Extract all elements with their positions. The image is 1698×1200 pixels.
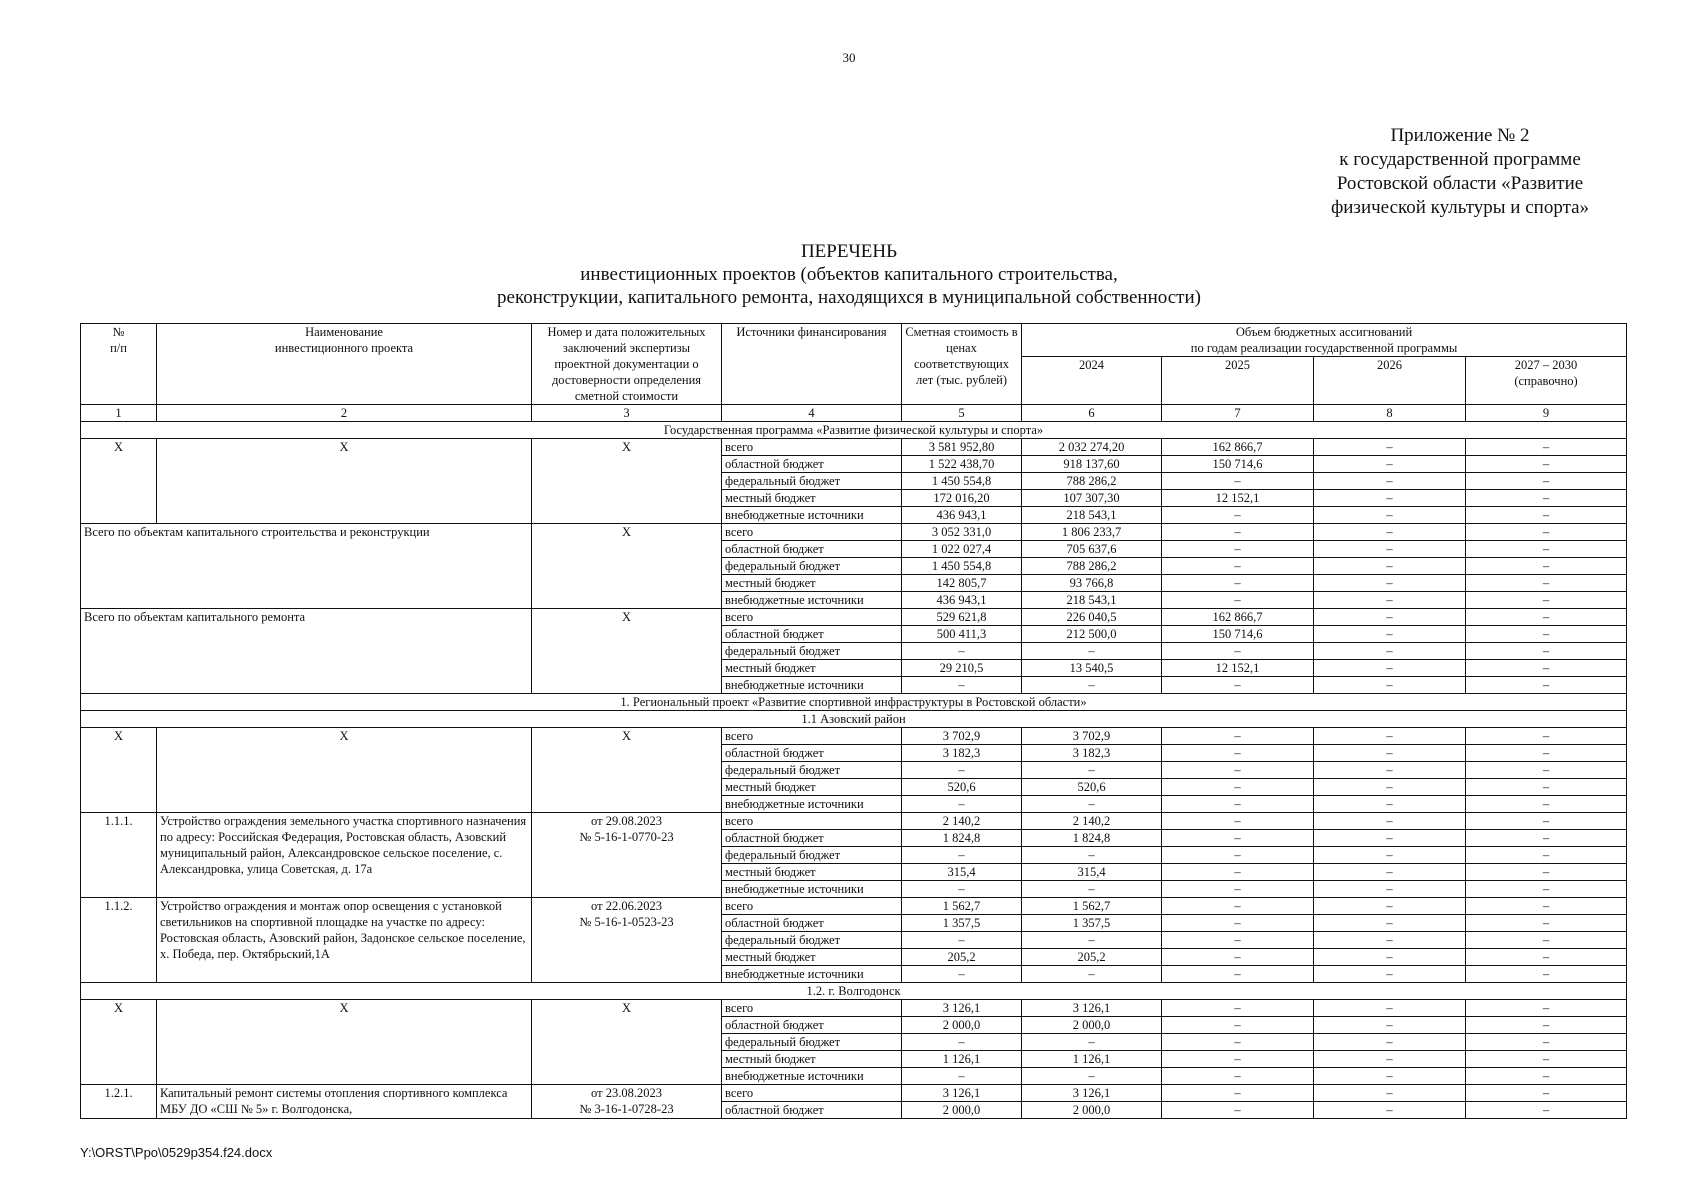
value-2027-2030: – [1466,609,1627,626]
value-2026: – [1314,779,1466,796]
estimated-cost: – [902,677,1022,694]
funding-source: внебюджетные источники [722,796,902,813]
funding-source: федеральный бюджет [722,932,902,949]
value-2026: – [1314,915,1466,932]
value-2026: – [1314,456,1466,473]
value-2027-2030: – [1466,949,1627,966]
expertise-conclusion: от 22.06.2023 № 5-16-1-0523-23 [532,898,722,983]
value-2026: – [1314,966,1466,983]
funding-source: всего [722,1000,902,1017]
funding-source: всего [722,439,902,456]
value-2025: 150 714,6 [1162,626,1314,643]
value-2024: 2 140,2 [1022,813,1162,830]
value-2024: 1 824,8 [1022,830,1162,847]
section-title-azov: 1.1 Азовский район [81,711,1627,728]
funding-source: внебюджетные источники [722,677,902,694]
estimated-cost: 172 016,20 [902,490,1022,507]
value-2026: – [1314,1051,1466,1068]
estimated-cost: – [902,643,1022,660]
project-name: X [157,728,532,813]
value-2025: – [1162,575,1314,592]
value-2025: – [1162,1102,1314,1119]
value-2026: – [1314,592,1466,609]
project-name: Всего по объектам капитального ремонта [81,609,532,694]
value-2025: 12 152,1 [1162,490,1314,507]
section-row [81,711,1627,728]
value-2025: – [1162,813,1314,830]
estimated-cost: – [902,847,1022,864]
value-2027-2030: – [1466,830,1627,847]
value-2026: – [1314,1102,1466,1119]
funding-source: областной бюджет [722,1102,902,1119]
funding-source: местный бюджет [722,660,902,677]
project-name: X [157,1000,532,1085]
value-2027-2030: – [1466,1102,1627,1119]
value-2025: – [1162,473,1314,490]
estimated-cost: 1 357,5 [902,915,1022,932]
estimated-cost: 205,2 [902,949,1022,966]
table-row [81,1085,1627,1102]
value-2024: 205,2 [1022,949,1162,966]
expertise-conclusion: от 29.08.2023 № 5-16-1-0770-23 [532,813,722,898]
value-2025: – [1162,1034,1314,1051]
title-line: реконструкции, капитального ремонта, находящихся в муниципальной собственности) [497,287,1201,308]
value-2026: – [1314,1085,1466,1102]
table-row [81,609,1627,626]
section-title-volgodonsk: 1.2. г. Волгодонск [81,983,1627,1000]
estimated-cost: 1 126,1 [902,1051,1022,1068]
value-2025: – [1162,898,1314,915]
funding-source: всего [722,813,902,830]
value-2025: 162 866,7 [1162,609,1314,626]
column-number-row [81,405,1627,422]
estimated-cost: 315,4 [902,864,1022,881]
estimated-cost: – [902,881,1022,898]
value-2027-2030: – [1466,1068,1627,1085]
value-2024: 2 032 274,20 [1022,439,1162,456]
value-2024: – [1022,643,1162,660]
table-row [81,898,1627,915]
value-2026: – [1314,524,1466,541]
funding-source: всего [722,1085,902,1102]
header-cost: Сметная стоимость в ценах соответствующих лет (тыс. рублей) [902,324,1022,405]
value-2024: 788 286,2 [1022,473,1162,490]
value-2024: 1 562,7 [1022,898,1162,915]
funding-source: внебюджетные источники [722,507,902,524]
value-2026: – [1314,847,1466,864]
estimated-cost: 520,6 [902,779,1022,796]
column-number: 7 [1162,405,1314,422]
value-2024: 107 307,30 [1022,490,1162,507]
value-2025: – [1162,1068,1314,1085]
funding-source: всего [722,898,902,915]
funding-source: внебюджетные источники [722,966,902,983]
section-title-program: Государственная программа «Развитие физической культуры и спорта» [81,422,1627,439]
funding-source: областной бюджет [722,830,902,847]
value-2024: – [1022,677,1162,694]
value-2025: – [1162,932,1314,949]
column-number: 5 [902,405,1022,422]
value-2025: – [1162,762,1314,779]
estimated-cost: 1 522 438,70 [902,456,1022,473]
appendix-line: физической культуры и спорта» [1330,197,1590,218]
funding-source: областной бюджет [722,626,902,643]
expertise-conclusion: X [532,524,722,609]
expertise-conclusion: X [532,728,722,813]
estimated-cost: 1 450 554,8 [902,558,1022,575]
value-2024: – [1022,881,1162,898]
project-name: Устройство ограждения и монтаж опор освещения с установкой светильников на спортивной площадке на участке по адресу: Ростовская область, Азовский район, Задонское сельское поселение, х. Победа, пер. Октябрьский,1А [157,898,532,983]
value-2027-2030: – [1466,1034,1627,1051]
value-2026: – [1314,864,1466,881]
column-number: 1 [81,405,157,422]
value-2024: – [1022,1034,1162,1051]
title-line: инвестиционных проектов (объектов капитального строительства, [580,264,1118,285]
value-2026: – [1314,932,1466,949]
value-2027-2030: – [1466,813,1627,830]
value-2024: 3 702,9 [1022,728,1162,745]
value-2027-2030: – [1466,745,1627,762]
value-2026: – [1314,677,1466,694]
value-2026: – [1314,762,1466,779]
value-2027-2030: – [1466,643,1627,660]
expertise-conclusion: от 23.08.2023 № 3-16-1-0728-23 [532,1085,722,1119]
value-2024: 315,4 [1022,864,1162,881]
value-2024: 93 766,8 [1022,575,1162,592]
table-row [81,1000,1627,1017]
value-2025: – [1162,864,1314,881]
value-2024: – [1022,762,1162,779]
value-2024: 226 040,5 [1022,609,1162,626]
value-2025: – [1162,1017,1314,1034]
value-2027-2030: – [1466,473,1627,490]
value-2027-2030: – [1466,541,1627,558]
value-2025: – [1162,745,1314,762]
appendix-caption [1290,124,1630,220]
value-2027-2030: – [1466,779,1627,796]
header-sources: Источники финансирования [722,324,902,405]
project-number: X [81,728,157,813]
column-number: 4 [722,405,902,422]
value-2026: – [1314,830,1466,847]
funding-source: федеральный бюджет [722,558,902,575]
value-2024: 3 126,1 [1022,1085,1162,1102]
estimated-cost: 436 943,1 [902,592,1022,609]
estimated-cost: 1 450 554,8 [902,473,1022,490]
value-2026: – [1314,745,1466,762]
expertise-conclusion: X [532,1000,722,1085]
value-2027-2030: – [1466,966,1627,983]
value-2024: 218 543,1 [1022,507,1162,524]
value-2027-2030: – [1466,626,1627,643]
table-row [81,439,1627,456]
funding-source: всего [722,728,902,745]
funding-source: всего [722,524,902,541]
appendix-line: Приложение № 2 [1390,125,1530,146]
value-2024: 1 357,5 [1022,915,1162,932]
funding-source: местный бюджет [722,1051,902,1068]
value-2025: – [1162,558,1314,575]
value-2025: – [1162,507,1314,524]
value-2024: – [1022,847,1162,864]
estimated-cost: – [902,932,1022,949]
value-2024: 520,6 [1022,779,1162,796]
value-2027-2030: – [1466,881,1627,898]
document-title [0,240,1698,309]
value-2026: – [1314,813,1466,830]
column-number: 9 [1466,405,1627,422]
value-2024: 1 126,1 [1022,1051,1162,1068]
value-2027-2030: – [1466,490,1627,507]
value-2025: – [1162,1085,1314,1102]
estimated-cost: 142 805,7 [902,575,1022,592]
value-2026: – [1314,1000,1466,1017]
value-2026: – [1314,1034,1466,1051]
value-2026: – [1314,609,1466,626]
value-2025: 12 152,1 [1162,660,1314,677]
value-2025: – [1162,966,1314,983]
value-2025: – [1162,677,1314,694]
header-year-2025: 2025 [1162,357,1314,405]
estimated-cost: 436 943,1 [902,507,1022,524]
project-name: Устройство ограждения земельного участка спортивного назначения по адресу: Российская Федерация, Ростовская область, Азовский муниципальный район, Александровское сельское поселение, с. Александровка, улица Советская, д. 17а [157,813,532,898]
funding-source: областной бюджет [722,541,902,558]
value-2024: – [1022,796,1162,813]
header-year-2026: 2026 [1314,357,1466,405]
value-2025: – [1162,949,1314,966]
value-2026: – [1314,473,1466,490]
value-2026: – [1314,1068,1466,1085]
expertise-conclusion: X [532,609,722,694]
funding-source: федеральный бюджет [722,847,902,864]
value-2025: – [1162,541,1314,558]
value-2027-2030: – [1466,439,1627,456]
header-year-2024: 2024 [1022,357,1162,405]
project-name: X [157,439,532,524]
estimated-cost: 3 126,1 [902,1085,1022,1102]
value-2025: 150 714,6 [1162,456,1314,473]
funding-source: внебюджетные источники [722,881,902,898]
estimated-cost: 3 126,1 [902,1000,1022,1017]
value-2024: – [1022,966,1162,983]
project-number: 1.2.1. [81,1085,157,1119]
value-2026: – [1314,541,1466,558]
value-2027-2030: – [1466,1051,1627,1068]
estimated-cost: 2 140,2 [902,813,1022,830]
value-2026: – [1314,558,1466,575]
value-2025: – [1162,847,1314,864]
value-2027-2030: – [1466,932,1627,949]
value-2026: – [1314,881,1466,898]
estimated-cost: 2 000,0 [902,1017,1022,1034]
column-number: 8 [1314,405,1466,422]
value-2026: – [1314,439,1466,456]
funding-source: областной бюджет [722,745,902,762]
value-2027-2030: – [1466,864,1627,881]
value-2027-2030: – [1466,592,1627,609]
value-2024: – [1022,932,1162,949]
value-2024: 2 000,0 [1022,1017,1162,1034]
estimated-cost: 529 621,8 [902,609,1022,626]
funding-source: местный бюджет [722,864,902,881]
project-number: X [81,1000,157,1085]
value-2027-2030: – [1466,575,1627,592]
section-row [81,422,1627,439]
value-2026: – [1314,660,1466,677]
project-number: 1.1.2. [81,898,157,983]
value-2027-2030: – [1466,456,1627,473]
appendix-line: к государственной программе [1339,149,1581,170]
value-2027-2030: – [1466,762,1627,779]
file-path-footer: Y:\ORST\Ppo\0529p354.f24.docx [80,1145,273,1160]
header-year-2027-2030: 2027 – 2030 (справочно) [1466,357,1627,405]
page-number: 30 [842,50,856,65]
funding-source: федеральный бюджет [722,643,902,660]
value-2027-2030: – [1466,677,1627,694]
value-2024: 788 286,2 [1022,558,1162,575]
estimated-cost: 1 562,7 [902,898,1022,915]
value-2027-2030: – [1466,507,1627,524]
funding-source: федеральный бюджет [722,473,902,490]
funding-source: областной бюджет [722,1017,902,1034]
value-2025: – [1162,796,1314,813]
estimated-cost: – [902,762,1022,779]
value-2025: – [1162,881,1314,898]
value-2027-2030: – [1466,1017,1627,1034]
value-2024: 3 182,3 [1022,745,1162,762]
value-2025: – [1162,830,1314,847]
section-row [81,983,1627,1000]
value-2025: – [1162,779,1314,796]
value-2025: – [1162,728,1314,745]
estimated-cost: – [902,1068,1022,1085]
value-2024: 212 500,0 [1022,626,1162,643]
value-2026: – [1314,490,1466,507]
column-number: 2 [157,405,532,422]
value-2026: – [1314,1017,1466,1034]
value-2027-2030: – [1466,1000,1627,1017]
estimated-cost: – [902,796,1022,813]
funding-source: местный бюджет [722,575,902,592]
funding-source: местный бюджет [722,490,902,507]
estimated-cost: 1 022 027,4 [902,541,1022,558]
section-title-regional: 1. Региональный проект «Развитие спортивной инфраструктуры в Ростовской области» [81,694,1627,711]
value-2026: – [1314,575,1466,592]
value-2025: 162 866,7 [1162,439,1314,456]
column-number: 3 [532,405,722,422]
project-name: Всего по объектам капитального строительства и реконструкции [81,524,532,609]
funding-source: внебюджетные источники [722,1068,902,1085]
value-2024: 218 543,1 [1022,592,1162,609]
value-2024: 1 806 233,7 [1022,524,1162,541]
value-2026: – [1314,507,1466,524]
estimated-cost: 29 210,5 [902,660,1022,677]
value-2027-2030: – [1466,915,1627,932]
value-2025: – [1162,643,1314,660]
estimated-cost: 3 702,9 [902,728,1022,745]
funding-source: местный бюджет [722,949,902,966]
appendix-line: Ростовской области «Развитие [1336,173,1584,194]
value-2024: – [1022,1068,1162,1085]
value-2027-2030: – [1466,660,1627,677]
value-2024: 918 137,60 [1022,456,1162,473]
column-number: 6 [1022,405,1162,422]
header-row [81,324,1627,357]
investment-projects-table [80,323,1627,1119]
value-2026: – [1314,643,1466,660]
table-row [81,524,1627,541]
estimated-cost: 500 411,3 [902,626,1022,643]
funding-source: местный бюджет [722,779,902,796]
funding-source: внебюджетные источники [722,592,902,609]
estimated-cost: 3 052 331,0 [902,524,1022,541]
value-2027-2030: – [1466,847,1627,864]
value-2026: – [1314,626,1466,643]
value-2026: – [1314,796,1466,813]
value-2025: – [1162,1000,1314,1017]
project-number: X [81,439,157,524]
expertise-conclusion: X [532,439,722,524]
value-2025: – [1162,915,1314,932]
funding-source: федеральный бюджет [722,762,902,779]
value-2024: 705 637,6 [1022,541,1162,558]
value-2027-2030: – [1466,1085,1627,1102]
value-2025: – [1162,524,1314,541]
estimated-cost: 2 000,0 [902,1102,1022,1119]
header-name: Наименование инвестиционного проекта [157,324,532,405]
header-volume: Объем бюджетных ассигнований по годам реализации государственной программы [1022,324,1627,357]
value-2026: – [1314,949,1466,966]
value-2024: 13 540,5 [1022,660,1162,677]
project-number: 1.1.1. [81,813,157,898]
value-2027-2030: – [1466,796,1627,813]
estimated-cost: 3 581 952,80 [902,439,1022,456]
funding-source: всего [722,609,902,626]
value-2024: 3 126,1 [1022,1000,1162,1017]
estimated-cost: 3 182,3 [902,745,1022,762]
value-2027-2030: – [1466,898,1627,915]
value-2026: – [1314,898,1466,915]
value-2026: – [1314,728,1466,745]
title-line: ПЕРЕЧЕНЬ [800,241,898,262]
section-row [81,694,1627,711]
project-name: Капитальный ремонт системы отопления спортивного комплекса МБУ ДО «СШ № 5» г. Волгодонска, [157,1085,532,1119]
table-row [81,813,1627,830]
value-2025: – [1162,592,1314,609]
estimated-cost: 1 824,8 [902,830,1022,847]
value-2025: – [1162,1051,1314,1068]
estimated-cost: – [902,966,1022,983]
value-2024: 2 000,0 [1022,1102,1162,1119]
funding-source: областной бюджет [722,456,902,473]
value-2027-2030: – [1466,558,1627,575]
funding-source: областной бюджет [722,915,902,932]
funding-source: федеральный бюджет [722,1034,902,1051]
value-2027-2030: – [1466,728,1627,745]
estimated-cost: – [902,1034,1022,1051]
header-expertise: Номер и дата положительных заключений экспертизы проектной документации о достоверности определения сметной стоимости [532,324,722,405]
table-row [81,728,1627,745]
header-num: № п/п [81,324,157,405]
value-2027-2030: – [1466,524,1627,541]
